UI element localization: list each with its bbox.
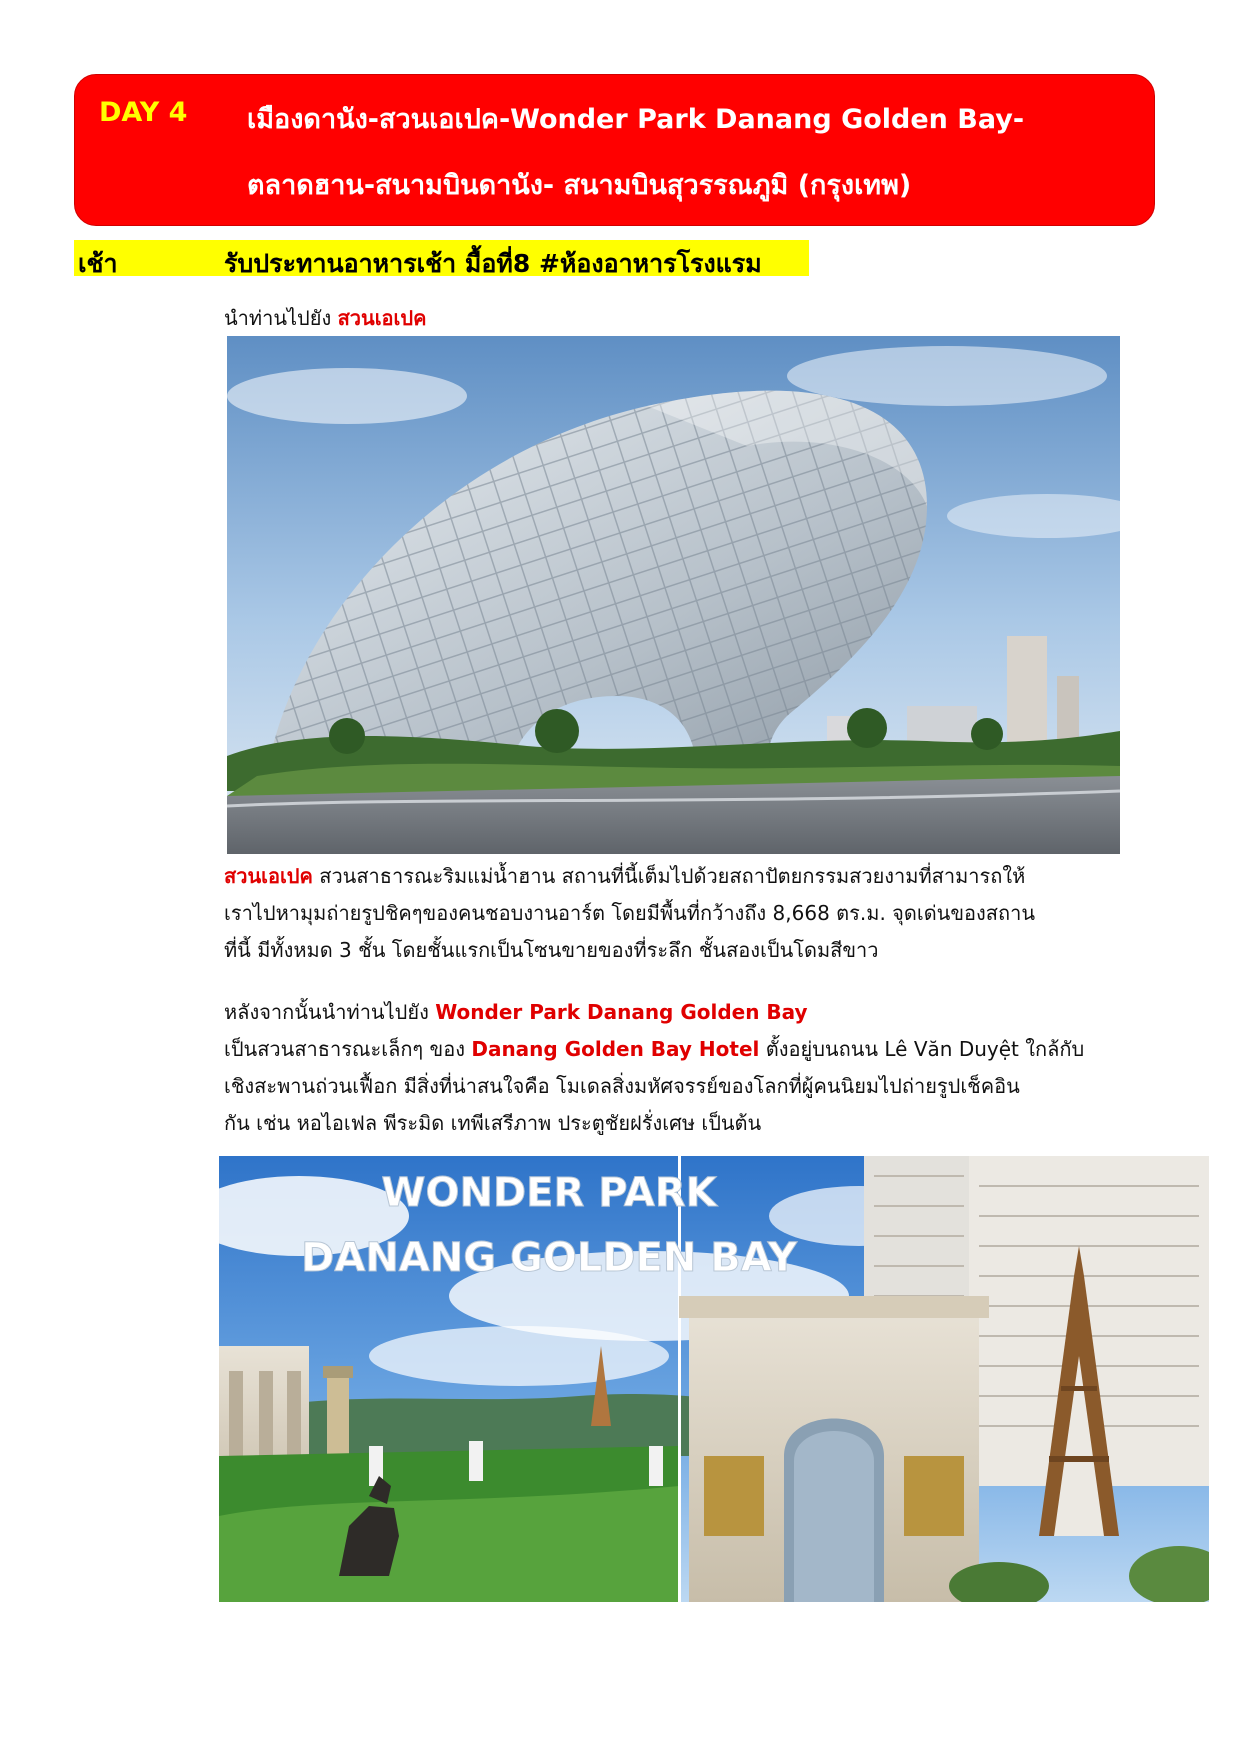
apec-desc-place: สวนเอเปค	[224, 864, 313, 888]
apec-park-name: สวนเอเปค	[337, 306, 427, 330]
wonder-park-desc-line2: เป็นสวนสาธารณะเล็กๆ ของ Danang Golden Bay Hotel ตั้งอยู่บนถนน Lê Văn Duyệt ใกล้กับ	[224, 1037, 1085, 1061]
breakfast-highlight-bar	[74, 240, 809, 276]
apec-desc-line2: เราไปหามุมถ่ายรูปชิคๆของคนชอบงานอาร์ต โดยมีพื้นที่กว้างถึง 8,668 ตร.ม. จุดเด่นของสถาน	[224, 901, 1036, 925]
photo-title-line1: WONDER PARK	[381, 1170, 717, 1216]
photo-title-line2: DANANG GOLDEN BAY	[301, 1235, 797, 1281]
day-label: DAY 4	[99, 97, 188, 128]
wonder-park-desc-line1: หลังจากนั้นนำท่านไปยัง Wonder Park Danang Golden Bay	[224, 1000, 808, 1024]
day-header-banner	[74, 74, 1155, 226]
intro-prefix: นำท่านไปยัง	[224, 306, 338, 330]
apec-desc-line1: สวนเอเปค สวนสาธารณะริมแม่น้ำฮาน สถานที่นี้เต็มไปด้วยสถาปัตยกรรมสวยงามที่สามารถให้	[224, 864, 1026, 888]
itinerary-title-line1: เมืองดานัง-สวนเอเปค-Wonder Park Danang Golden Bay-	[247, 104, 1025, 135]
wonder-park-photo	[219, 1156, 1209, 1602]
meal-text: รับประทานอาหารเช้า มื้อที่8 #ห้องอาหารโรงแรม	[224, 249, 762, 278]
hotel-name: Danang Golden Bay Hotel	[471, 1037, 760, 1061]
wonder-park-desc-line4: กัน เช่น หอไอเฟล พีระมิด เทพีเสรีภาพ ประตูชัยฝรั่งเศษ เป็นต้น	[224, 1111, 762, 1135]
wonder-park-desc-line3: เชิงสะพานถ่วนเฟื้อก มีสิ่งที่น่าสนใจคือ โมเดลสิ่งมหัศจรรย์ของโลกที่ผู้คนนิยมไปถ่ายรูปเช็คอิน	[224, 1074, 1020, 1098]
wonder-park-name: Wonder Park Danang Golden Bay	[435, 1000, 808, 1024]
intro-apec-park	[224, 300, 426, 337]
meal-label: เช้า	[78, 249, 118, 278]
apec-park-photo	[227, 336, 1120, 854]
apec-desc-line3: ที่นี้ มีทั้งหมด 3 ชั้น โดยชั้นแรกเป็นโซนขายของที่ระลึก ชั้นสองเป็นโดมสีขาว	[224, 938, 879, 962]
itinerary-title-line2: ตลาดฮาน-สนามบินดานัง- สนามบินสุวรรณภูมิ (กรุงเทพ)	[247, 170, 912, 201]
